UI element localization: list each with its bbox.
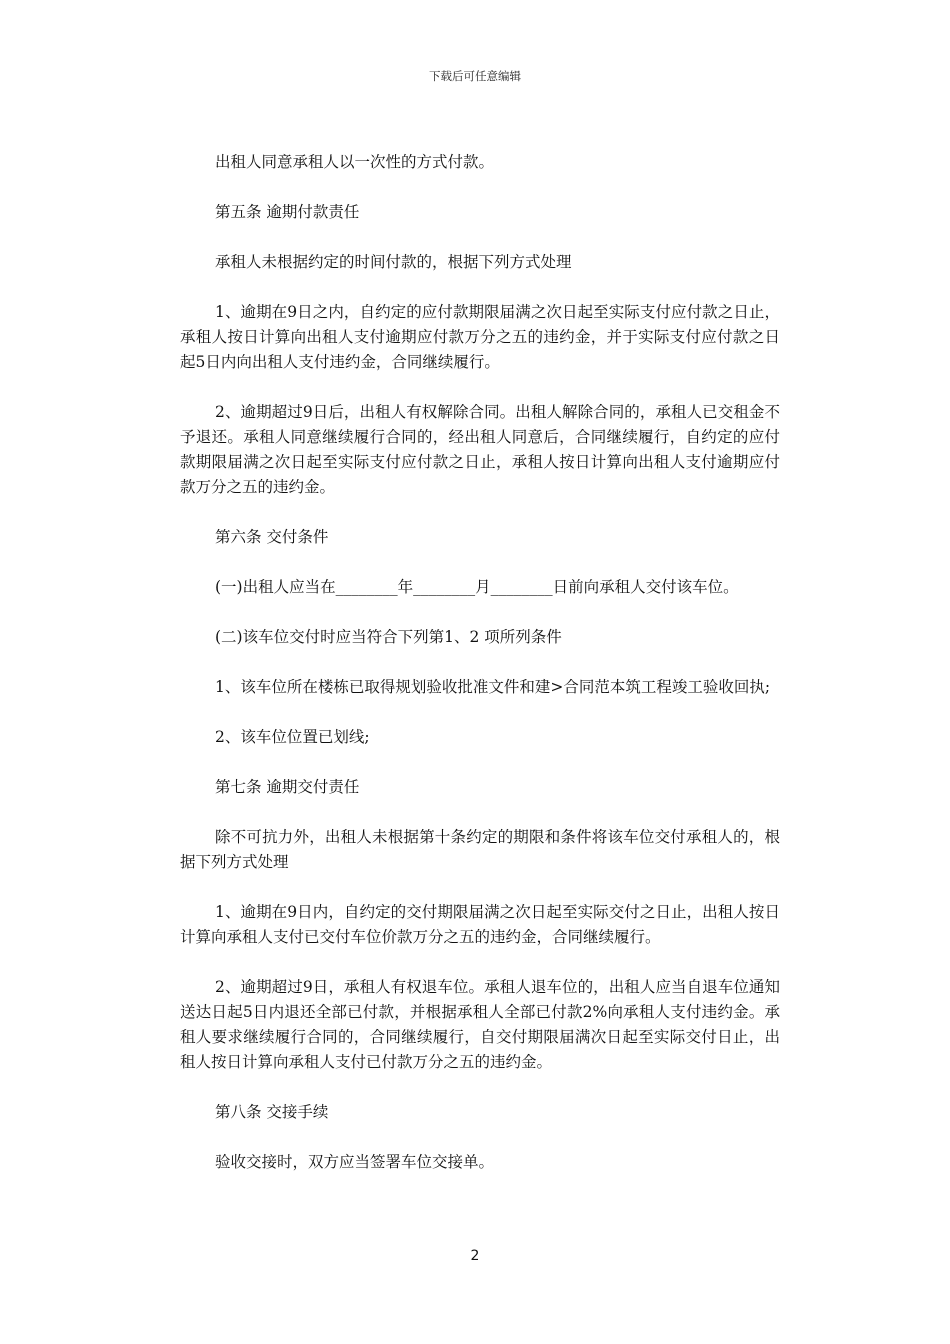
document-body bbox=[180, 150, 780, 1200]
paragraph: (一)出租人应当在________年________月________日前向承租人交付该车位。 bbox=[215, 578, 739, 596]
page-header: 下载后可任意编辑 bbox=[429, 69, 521, 83]
section-heading: 第六条 交付条件 bbox=[215, 528, 329, 546]
paragraph: 2、逾期超过9日，承租人有权退车位。承租人退车位的，出租人应当自退车位通知送达日起5日内退还全部已付款，并根据承租人全部已付款2%向承租人支付违约金。承租人要求继续履行合同的，合同继续履行，自交付期限届满次日起至实际交付日止，出租人按日计算向承租人支付已付款万分之五的违约金。 bbox=[180, 978, 780, 1071]
paragraph: (二)该车位交付时应当符合下列第1、2 项所列条件 bbox=[215, 628, 562, 646]
paragraph: 2、该车位位置已划线; bbox=[215, 728, 370, 746]
section-heading: 第七条 逾期交付责任 bbox=[215, 778, 360, 796]
section-heading: 第五条 逾期付款责任 bbox=[215, 203, 360, 221]
paragraph: 承租人未根据约定的时间付款的，根据下列方式处理 bbox=[215, 253, 572, 271]
paragraph: 2、逾期超过9日后，出租人有权解除合同。出租人解除合同的，承租人已交租金不予退还。承租人同意继续履行合同的，经出租人同意后，合同继续履行，自约定的应付款期限届满之次日起至实际支付应付款之日止，承租人按日计算向出租人支付逾期应付款万分之五的违约金。 bbox=[180, 403, 780, 496]
paragraph: 除不可抗力外，出租人未根据第十条约定的期限和条件将该车位交付承租人的，根据下列方式处理 bbox=[180, 828, 780, 871]
paragraph: 1、逾期在9日之内，自约定的应付款期限届满之次日起至实际支付应付款之日止，承租人按日计算向出租人支付逾期应付款万分之五的违约金，并于实际支付应付款之日起5日内向出租人支付违约金，合同继续履行。 bbox=[180, 303, 780, 371]
paragraph: 出租人同意承租人以一次性的方式付款。 bbox=[215, 153, 495, 171]
paragraph: 1、该车位所在楼栋已取得规划验收批准文件和建>合同范本筑工程竣工验收回执; bbox=[215, 678, 771, 696]
page-number: 2 bbox=[470, 1248, 480, 1264]
paragraph: 1、逾期在9日内，自约定的交付期限届满之次日起至实际交付之日止，出租人按日计算向承租人支付已交付车位价款万分之五的违约金，合同继续履行。 bbox=[180, 903, 780, 946]
paragraph: 验收交接时，双方应当签署车位交接单。 bbox=[215, 1153, 495, 1171]
section-heading: 第八条 交接手续 bbox=[215, 1103, 329, 1121]
